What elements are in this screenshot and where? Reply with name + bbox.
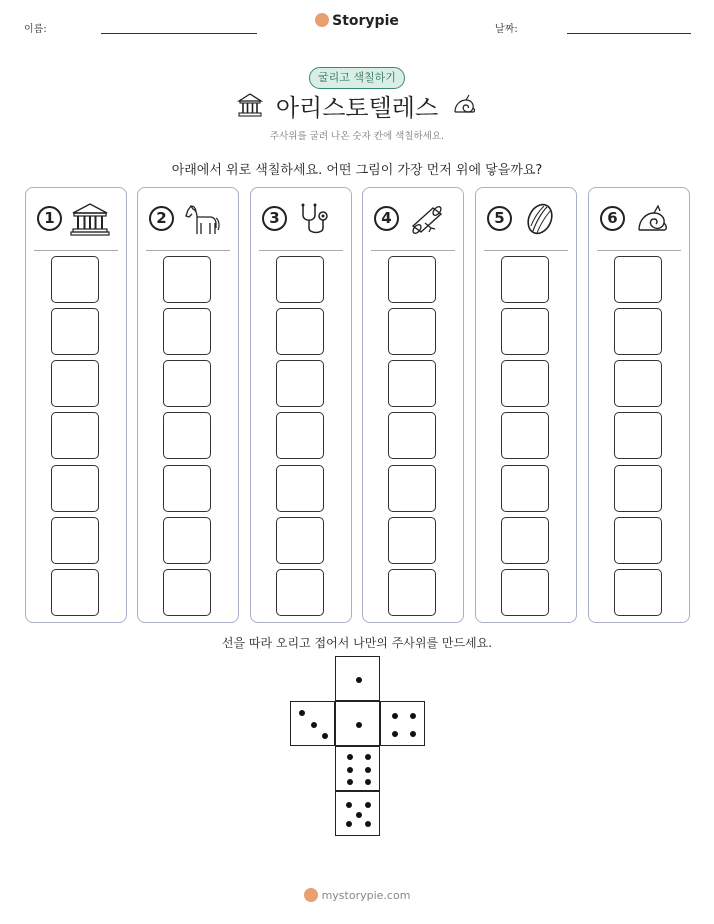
dice-face xyxy=(335,656,380,701)
dice-pip xyxy=(365,802,371,808)
color-box[interactable] xyxy=(163,308,211,355)
color-box[interactable] xyxy=(163,517,211,564)
dice-pip xyxy=(299,710,305,716)
color-box[interactable] xyxy=(614,517,662,564)
color-box[interactable] xyxy=(501,465,549,512)
color-box[interactable] xyxy=(501,256,549,303)
color-box[interactable] xyxy=(388,517,436,564)
dice-face xyxy=(335,701,380,746)
column-number: 3 xyxy=(262,206,287,231)
column-number: 5 xyxy=(487,206,512,231)
dice-pip xyxy=(365,767,371,773)
color-box[interactable] xyxy=(51,517,99,564)
dice-pip xyxy=(392,713,398,719)
horse-icon xyxy=(182,202,222,236)
storypie-logo xyxy=(0,13,714,29)
color-box[interactable] xyxy=(501,517,549,564)
color-box[interactable] xyxy=(163,412,211,459)
dice-pip xyxy=(346,821,352,827)
color-box[interactable] xyxy=(51,412,99,459)
dice-face xyxy=(335,746,380,791)
color-box[interactable] xyxy=(501,360,549,407)
color-box[interactable] xyxy=(51,256,99,303)
stethoscope-icon xyxy=(295,202,335,236)
color-box[interactable] xyxy=(51,569,99,616)
color-box[interactable] xyxy=(276,465,324,512)
color-box[interactable] xyxy=(388,569,436,616)
instruction-text: 아래에서 위로 색칠하세요. 어떤 그림이 가장 먼저 위에 닿을까요? xyxy=(171,163,543,178)
color-box[interactable] xyxy=(276,569,324,616)
name-line[interactable] xyxy=(101,33,257,34)
color-box[interactable] xyxy=(276,308,324,355)
dice-pip xyxy=(365,821,371,827)
logo-text: Storypie xyxy=(332,13,399,29)
dice-pip xyxy=(356,812,362,818)
color-box[interactable] xyxy=(163,256,211,303)
color-box[interactable] xyxy=(614,465,662,512)
dice-face xyxy=(290,701,335,746)
color-box[interactable] xyxy=(388,308,436,355)
color-box[interactable] xyxy=(388,412,436,459)
color-box[interactable] xyxy=(163,465,211,512)
color-box[interactable] xyxy=(501,308,549,355)
footer xyxy=(0,888,714,902)
dice-pip xyxy=(347,754,353,760)
column-divider xyxy=(484,250,568,251)
color-box[interactable] xyxy=(388,465,436,512)
seed-icon xyxy=(520,202,560,236)
dice-instruction: 선을 따라 오리고 접어서 나만의 주사위를 만드세요. xyxy=(221,636,493,650)
column-3 xyxy=(250,187,352,623)
column-number: 2 xyxy=(149,206,174,231)
color-box[interactable] xyxy=(614,360,662,407)
color-box[interactable] xyxy=(276,412,324,459)
bear-logo-icon xyxy=(304,888,318,902)
color-box[interactable] xyxy=(51,308,99,355)
color-box[interactable] xyxy=(163,569,211,616)
color-box[interactable] xyxy=(501,412,549,459)
dice-pip xyxy=(365,754,371,760)
dice-pip xyxy=(346,802,352,808)
color-box[interactable] xyxy=(388,360,436,407)
column-6 xyxy=(588,187,690,623)
column-2 xyxy=(137,187,239,623)
shell-icon xyxy=(451,92,477,118)
color-box[interactable] xyxy=(614,569,662,616)
dice-face xyxy=(380,701,425,746)
color-box[interactable] xyxy=(614,308,662,355)
column-divider xyxy=(259,250,343,251)
dice-pip xyxy=(322,733,328,739)
column-number: 6 xyxy=(600,206,625,231)
column-1 xyxy=(25,187,127,623)
color-box[interactable] xyxy=(388,256,436,303)
color-box[interactable] xyxy=(276,360,324,407)
color-box[interactable] xyxy=(614,256,662,303)
color-box[interactable] xyxy=(276,256,324,303)
column-number: 1 xyxy=(37,206,62,231)
subtitle: 주사위를 굴려 나온 숫자 칸에 색칠하세요. xyxy=(269,131,445,142)
scroll-icon xyxy=(407,202,447,236)
name-label: 이름: xyxy=(24,24,47,35)
column-divider xyxy=(597,250,681,251)
activity-badge: 굴리고 색칠하기 xyxy=(309,67,405,89)
column-divider xyxy=(146,250,230,251)
dice-pip xyxy=(356,677,362,683)
dice-pip xyxy=(392,731,398,737)
date-label: 날짜: xyxy=(495,24,518,35)
shell-icon xyxy=(633,202,673,236)
dice-pip xyxy=(410,713,416,719)
temple-icon xyxy=(70,202,110,236)
page-title: 아리스토텔레스 xyxy=(275,94,439,122)
color-box[interactable] xyxy=(51,360,99,407)
color-box[interactable] xyxy=(51,465,99,512)
dice-face xyxy=(335,791,380,836)
dice-pip xyxy=(356,722,362,728)
column-divider xyxy=(371,250,455,251)
column-4 xyxy=(362,187,464,623)
column-5 xyxy=(475,187,577,623)
color-box[interactable] xyxy=(163,360,211,407)
footer-url[interactable]: mystorypie.com xyxy=(321,889,411,902)
color-box[interactable] xyxy=(614,412,662,459)
dice-pip xyxy=(347,779,353,785)
bear-logo-icon xyxy=(315,13,329,27)
column-divider xyxy=(34,250,118,251)
color-box[interactable] xyxy=(501,569,549,616)
dice-pip xyxy=(311,722,317,728)
color-box[interactable] xyxy=(276,517,324,564)
column-number: 4 xyxy=(374,206,399,231)
dice-pip xyxy=(365,779,371,785)
dice-pip xyxy=(410,731,416,737)
date-line[interactable] xyxy=(567,33,691,34)
dice-pip xyxy=(347,767,353,773)
